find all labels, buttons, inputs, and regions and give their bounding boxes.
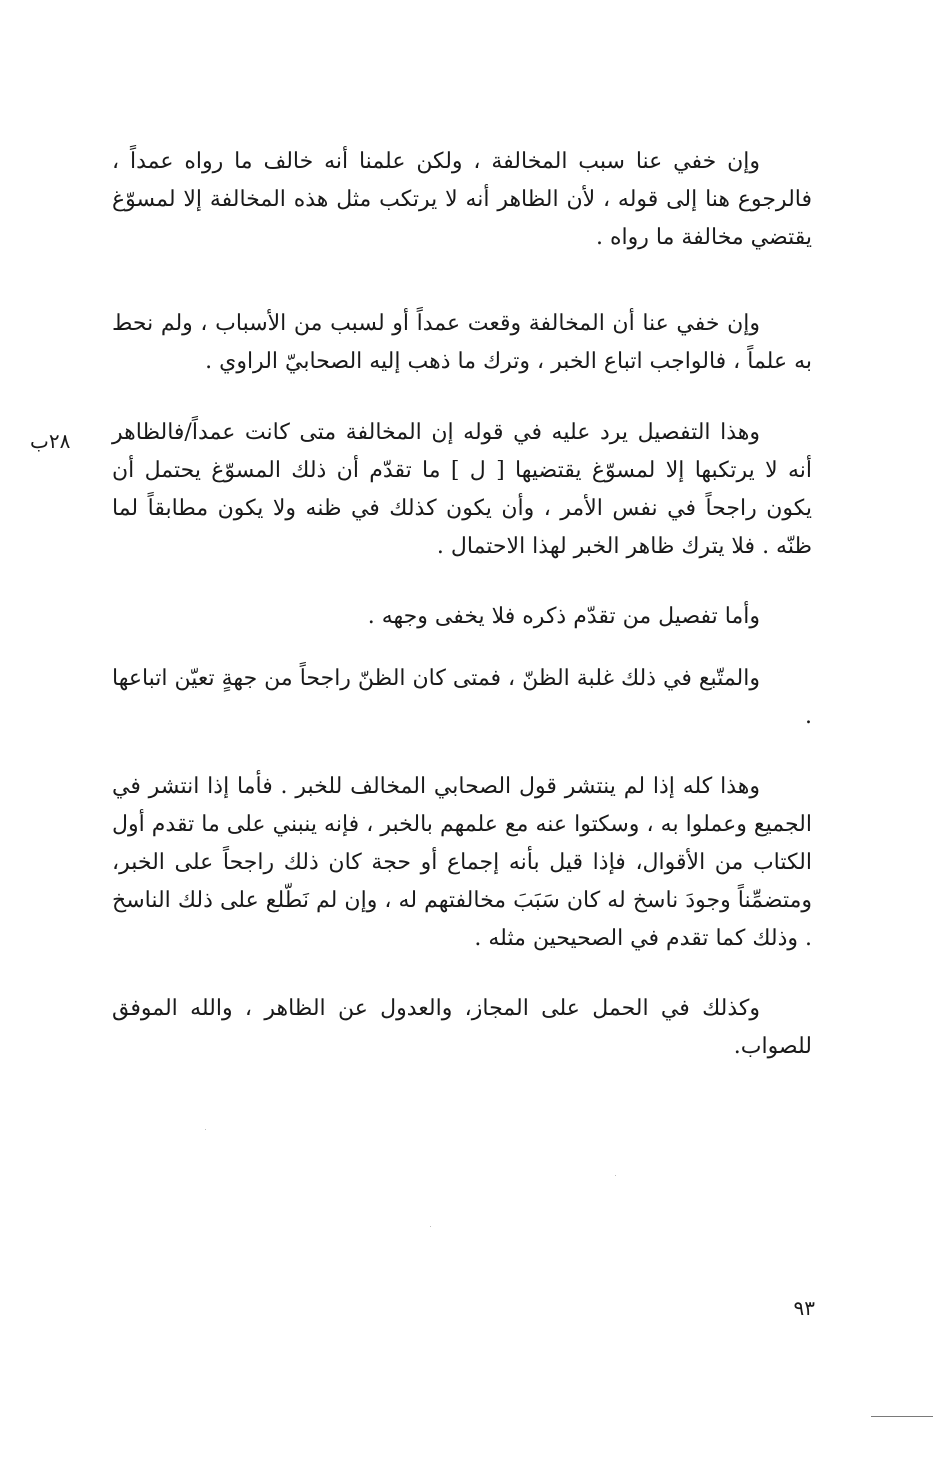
scan-speck	[205, 1129, 206, 1130]
footer-rule	[871, 1416, 933, 1417]
paragraph-4	[112, 598, 812, 636]
paragraph-text: وهذا التفصيل يرد عليه في قوله إن المخالفة متى كانت عمداً/فالظاهر أنه لا يرتكبها إلا لمسوّغ يقتضيها [ ل ] ما تقدّم أن ذلك المسوّغ يحتمل أن يكون راجحاً في نفس الأمر ، وأن يكون كذلك في ظنه ولا يكون مطابقاً لما ظنّه . فلا يترك ظاهر الخبر لهذا الاحتمال .	[112, 420, 812, 559]
paragraph-5	[112, 660, 812, 736]
paragraph-text: وكذلك في الحمل على المجاز، والعدول عن الظاهر ، والله الموفق للصواب.	[112, 996, 812, 1059]
paragraph-text: وهذا كله إذا لم ينتشر قول الصحابي المخالف للخبر . فأما إذا انتشر في الجميع وعملوا به ، وسكتوا عنه مع علمهم بالخبر ، فإنه ينبني على ما تقدم أول الكتاب من الأقوال، فإذا قيل بأنه إجماع أو حجة كان ذلك راجحاً على الخبر، ومتضمِّناً وجودَ ناسخ له كان سَبَبَ مخالفتهم له ، وإن لم نَطّلع على ذلك الناسخ . وذلك كما تقدم في الصحيحين مثله .	[112, 774, 812, 951]
paragraph-text: وأما تفصيل من تقدّم ذكره فلا يخفى وجهه .	[367, 604, 760, 629]
folio-margin-note: ٢٨ب	[30, 429, 71, 453]
scan-speck	[615, 1175, 616, 1176]
paragraph-7	[112, 990, 812, 1066]
paragraph-3	[112, 414, 812, 566]
paragraph-text: والمتّبع في ذلك غلبة الظنّ ، فمتى كان الظنّ راجحاً من جهةٍ تعيّن اتباعها .	[111, 666, 812, 729]
paragraph-text: وإن خفي عنا أن المخالفة وقعت عمداً أو لسبب من الأسباب ، ولم نحط به علماً ، فالواجب اتباع الخبر ، وترك ما ذهب إليه الصحابيّ الراوي .	[112, 311, 812, 374]
paragraph-1	[112, 143, 812, 257]
paragraph-6	[112, 768, 812, 958]
paragraph-text: وإن خفي عنا سبب المخالفة ، ولكن علمنا أنه خالف ما رواه عمداً ، فالرجوع هنا إلى قوله ، لأن الظاهر أنه لا يرتكب مثل هذه المخالفة إلا لمسوّغ يقتضي مخالفة ما رواه .	[112, 149, 812, 250]
paragraph-2	[112, 305, 812, 381]
page-number: ٩٣	[793, 1296, 815, 1320]
scan-speck	[430, 1226, 431, 1227]
